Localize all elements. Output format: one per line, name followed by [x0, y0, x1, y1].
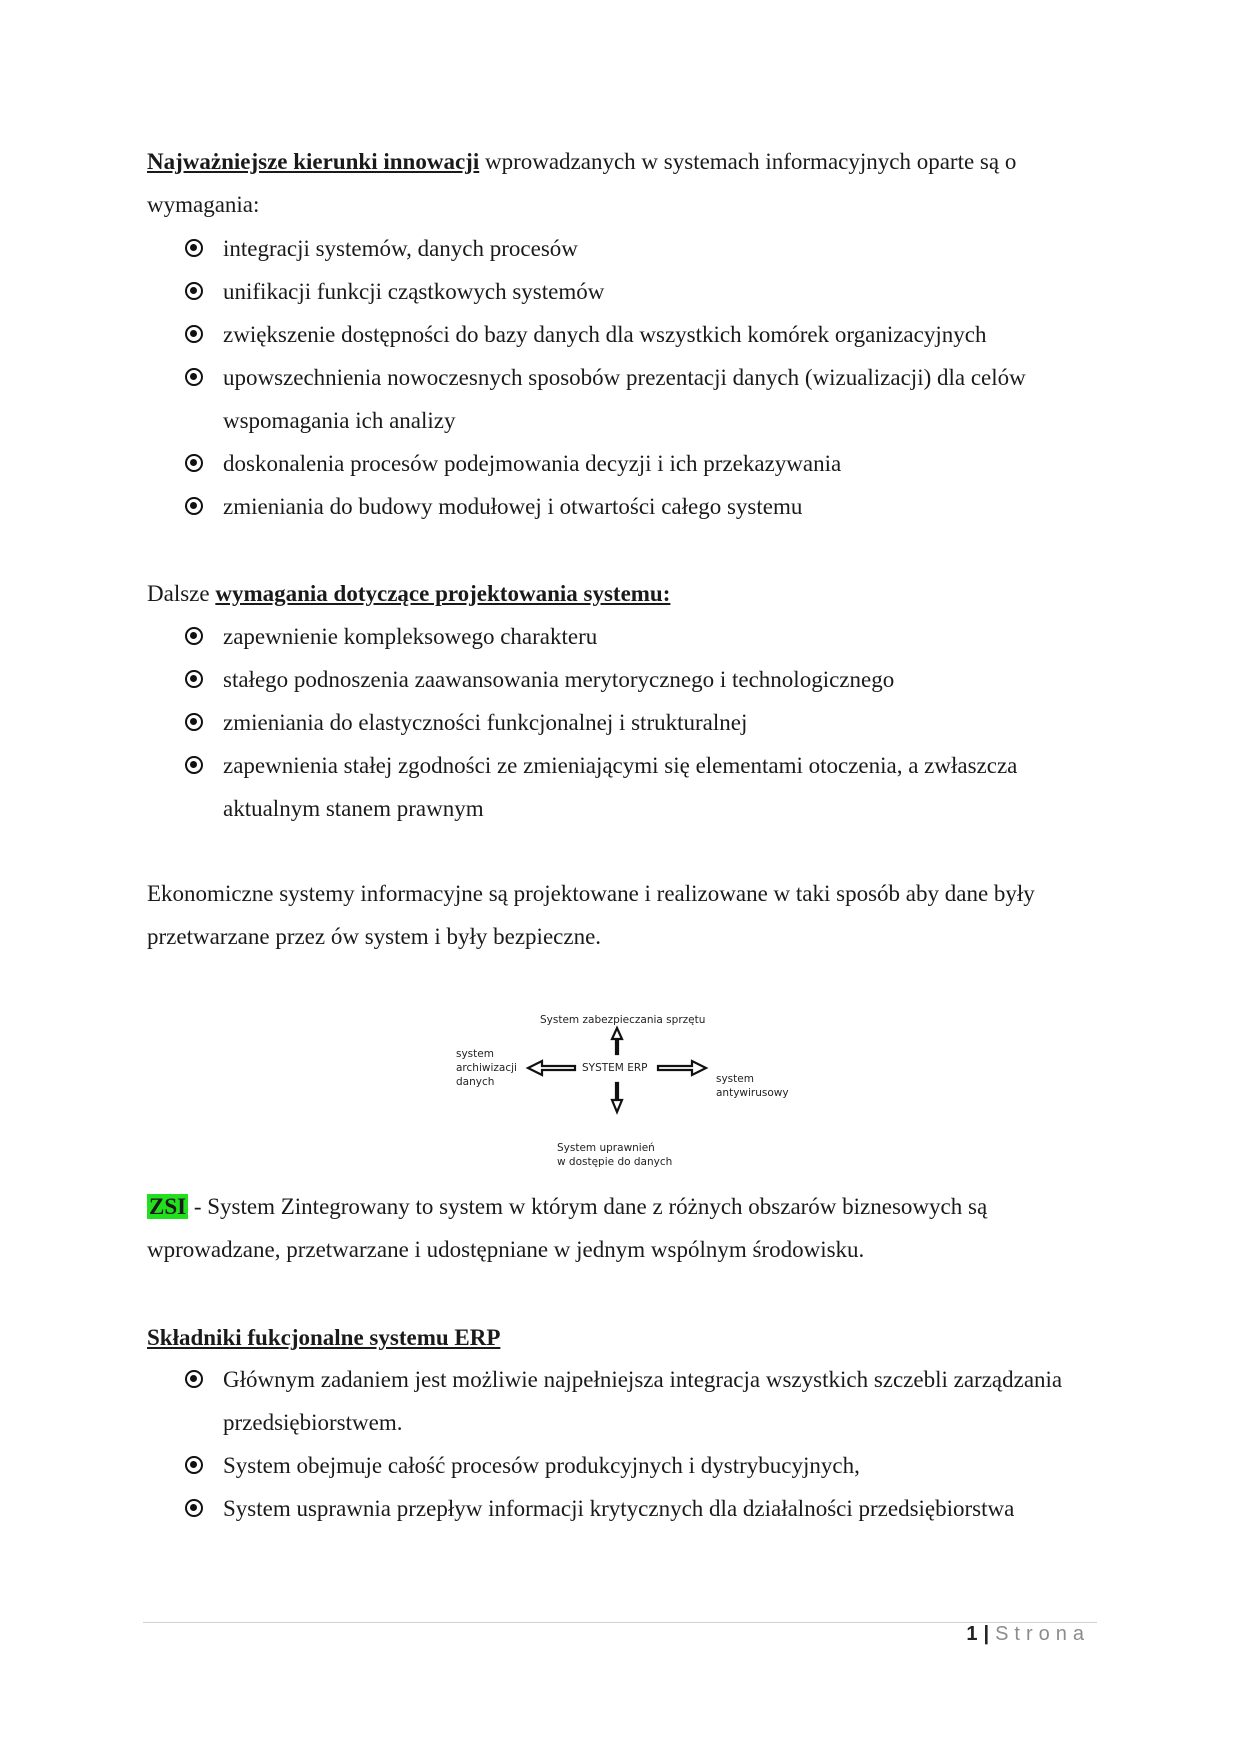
bullet-icon	[185, 1370, 203, 1388]
footer-divider	[143, 1622, 1097, 1623]
bullet-icon	[185, 497, 203, 515]
arrow-down-icon	[612, 1083, 622, 1112]
list-item: zapewnienia stałej zgodności ze zmieniającymi się elementami otoczenia, a zwłaszcza aktualnym stanem prawnym	[185, 744, 1097, 830]
zsi-text: - System Zintegrowany to system w którym dane z różnych obszarów biznesowych są wprowadzane, przetwarzane i udostępniane w jednym wspólnym środowisku.	[147, 1194, 988, 1262]
erp-list	[185, 1358, 1097, 1530]
innovations-list	[185, 227, 1097, 528]
footer-separator: |	[983, 1623, 990, 1645]
intro-text: wprowadzanych w systemach informacyjnych oparte są o wymagania:	[147, 149, 1017, 217]
list-item: unifikacji funkcji cząstkowych systemów	[185, 270, 1097, 313]
econ-paragraph: Ekonomiczne systemy informacyjne są projektowane i realizowane w taki sposób aby dane były przetwarzane przez ów system i były bezpieczne.	[147, 881, 1035, 949]
arrow-right-icon	[658, 1061, 706, 1075]
list-item: doskonalenia procesów podejmowania decyzji i ich przekazywania	[185, 442, 1097, 485]
diagram-left-label: system archiwizacji danych	[456, 1048, 517, 1088]
diagram-center-label: SYSTEM ERP	[582, 1062, 648, 1074]
bullet-icon	[185, 1499, 203, 1517]
list-item: zwiększenie dostępności do bazy danych dla wszystkich komórek organizacyjnych	[185, 313, 1097, 356]
intro-paragraph	[147, 140, 1097, 226]
list-item: zmieniania do budowy modułowej i otwartości całego systemu	[185, 485, 1097, 528]
requirements-heading: wymagania dotyczące projektowania systemu:	[215, 581, 671, 606]
list-item: upowszechnienia nowoczesnych sposobów prezentacji danych (wizualizacji) dla celów wspomagania ich analizy	[185, 356, 1097, 442]
requirements-list	[185, 615, 1097, 830]
footer-label: Strona	[995, 1623, 1090, 1645]
erp-diagram	[440, 1005, 810, 1175]
bullet-icon	[185, 670, 203, 688]
diagram-bottom-label: System uprawnień w dostępie do danych	[557, 1142, 673, 1168]
bullet-icon	[185, 756, 203, 774]
requirements-heading-line	[147, 572, 1097, 615]
list-item: zmieniania do elastyczności funkcjonalnej i strukturalnej	[185, 701, 1097, 744]
diagram-top-label: System zabezpieczania sprzętu	[540, 1014, 706, 1026]
list-item: zapewnienie kompleksowego charakteru	[185, 615, 1097, 658]
list-item: Głównym zadaniem jest możliwie najpełniejsza integracja wszystkich szczebli zarządzania przedsiębiorstwem.	[185, 1358, 1097, 1444]
page-number: 1	[966, 1623, 978, 1645]
bullet-icon	[185, 454, 203, 472]
page-footer	[966, 1623, 1090, 1646]
bullet-icon	[185, 368, 203, 386]
zsi-highlight: ZSI	[149, 1194, 187, 1219]
bullet-icon	[185, 239, 203, 257]
list-item: System obejmuje całość procesów produkcyjnych i dystrybucyjnych,	[185, 1444, 1097, 1487]
bullet-icon	[185, 282, 203, 300]
diagram-right-label: system antywirusowy	[716, 1073, 789, 1099]
list-item: stałego podnoszenia zaawansowania merytorycznego i technologicznego	[185, 658, 1097, 701]
arrow-up-icon	[612, 1028, 622, 1054]
bullet-icon	[185, 713, 203, 731]
bullet-icon	[185, 325, 203, 343]
list-item: integracji systemów, danych procesów	[185, 227, 1097, 270]
arrow-left-icon	[528, 1061, 575, 1075]
erp-heading: Składniki fukcjonalne systemu ERP	[147, 1325, 501, 1350]
bullet-icon	[185, 1456, 203, 1474]
list-item: System usprawnia przepływ informacji krytycznych dla działalności przedsiębiorstwa	[185, 1487, 1097, 1530]
zsi-paragraph	[147, 1185, 1097, 1271]
requirements-prefix: Dalsze	[147, 581, 216, 606]
intro-heading: Najważniejsze kierunki innowacji	[147, 149, 480, 174]
erp-heading-line	[147, 1316, 1097, 1359]
bullet-icon	[185, 627, 203, 645]
